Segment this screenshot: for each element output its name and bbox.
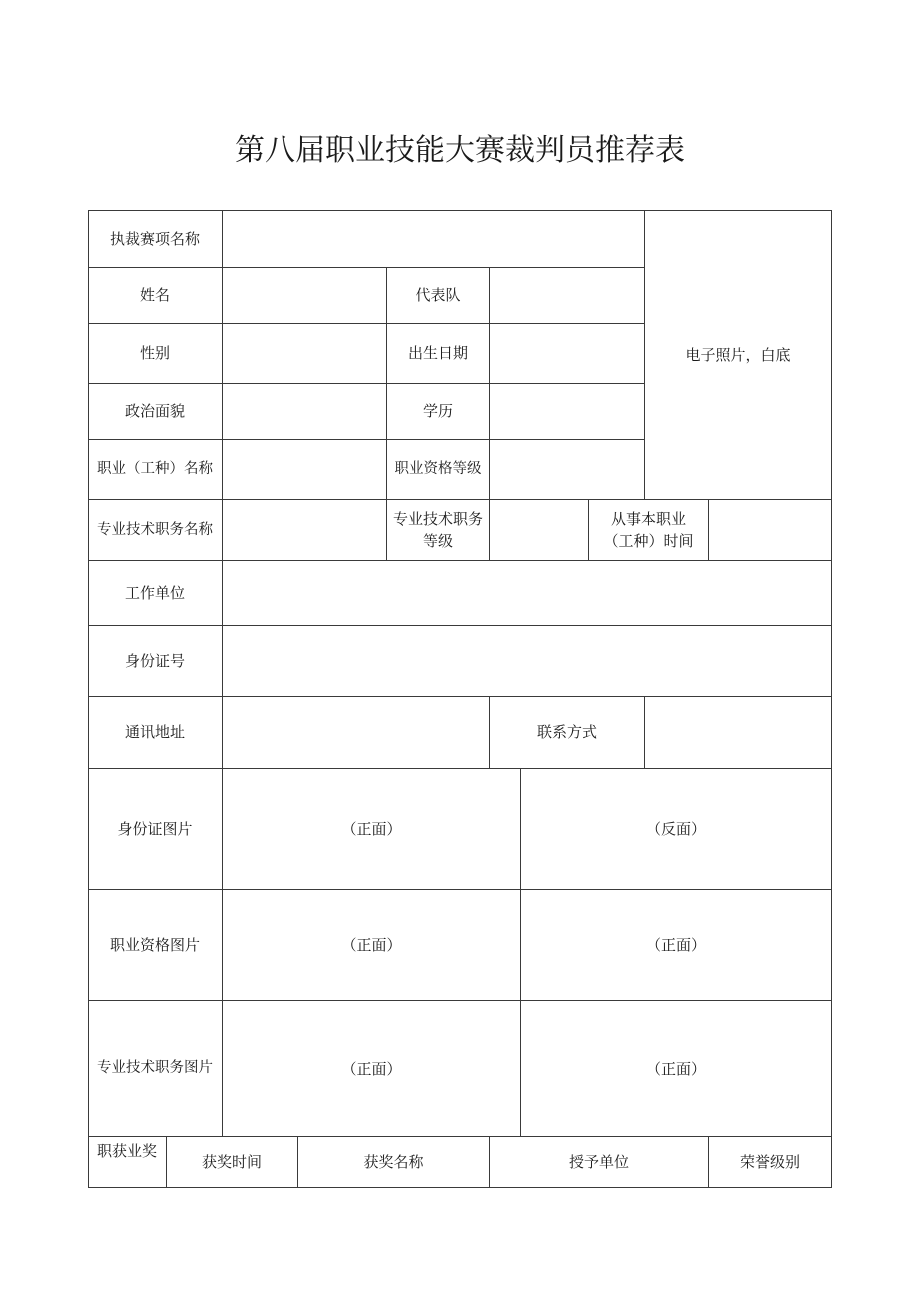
name-field[interactable] <box>223 268 386 323</box>
award-org-header: 授予单位 <box>568 1152 629 1171</box>
gender-field[interactable] <box>223 324 386 383</box>
tech-level-label <box>387 499 489 560</box>
tech-title-front-upload[interactable]: （正面） <box>341 1059 402 1078</box>
address-label: 通讯地址 <box>124 723 185 741</box>
birth-date-field[interactable] <box>490 324 644 383</box>
political-status-label: 政治面貌 <box>124 402 185 420</box>
event-name-field[interactable] <box>223 211 644 267</box>
qualification-level-field[interactable] <box>490 440 644 499</box>
awards-label: 职获业奖 <box>96 1142 157 1160</box>
tech-title-second-upload[interactable]: （正面） <box>645 1059 706 1078</box>
tech-level-label-line1: 专业技术职务 <box>392 509 483 528</box>
qualification-image-label: 职业资格图片 <box>109 935 200 954</box>
tech-title-label: 专业技术职务名称 <box>97 521 213 538</box>
political-status-field[interactable] <box>223 384 386 439</box>
workplace-field[interactable] <box>223 561 831 625</box>
gender-label: 性别 <box>139 344 170 362</box>
page-title: 第八届职业技能大赛裁判员推荐表 <box>235 133 685 168</box>
contact-label: 联系方式 <box>536 723 597 741</box>
id-image-label: 身份证图片 <box>117 819 193 838</box>
occupation-label: 职业（工种）名称 <box>97 461 213 477</box>
workplace-label: 工作单位 <box>124 583 185 602</box>
occupation-field[interactable] <box>223 440 386 499</box>
birth-date-label: 出生日期 <box>407 344 468 362</box>
id-back-upload[interactable]: （反面） <box>645 820 706 838</box>
years-label-line2: （工种）时间 <box>603 531 694 550</box>
name-label: 姓名 <box>139 286 170 304</box>
qualification-second-upload[interactable]: （正面） <box>645 936 706 954</box>
education-field[interactable] <box>490 384 644 439</box>
tech-level-label-line2: 等级 <box>422 531 453 550</box>
address-field[interactable] <box>223 697 489 768</box>
event-name-label: 执裁赛项名称 <box>109 229 200 248</box>
award-name-header: 获奖名称 <box>363 1152 424 1171</box>
qualification-level-label: 职业资格等级 <box>394 461 482 477</box>
table-border-bottom <box>88 1187 832 1188</box>
id-number-field[interactable] <box>223 626 831 696</box>
years-in-occupation-label <box>589 499 708 560</box>
education-label: 学历 <box>422 402 453 420</box>
id-front-upload[interactable]: （正面） <box>341 820 402 838</box>
award-time-header: 获奖时间 <box>201 1152 262 1171</box>
team-field[interactable] <box>490 268 644 323</box>
qualification-front-upload[interactable]: （正面） <box>341 936 402 954</box>
team-label: 代表队 <box>415 286 461 304</box>
award-level-header: 荣誉级别 <box>739 1152 800 1171</box>
years-in-occupation-field[interactable] <box>709 500 831 560</box>
tech-level-field[interactable] <box>490 500 588 560</box>
table-border-right <box>831 210 832 1188</box>
id-number-label: 身份证号 <box>124 651 185 670</box>
years-label-line1: 从事本职业 <box>610 509 686 528</box>
contact-field[interactable] <box>645 697 831 768</box>
tech-title-field[interactable] <box>223 500 386 560</box>
tech-title-image-label: 专业技术职务图片 <box>97 1060 213 1076</box>
photo-upload-cell[interactable]: 电子照片，白底 <box>685 346 791 364</box>
